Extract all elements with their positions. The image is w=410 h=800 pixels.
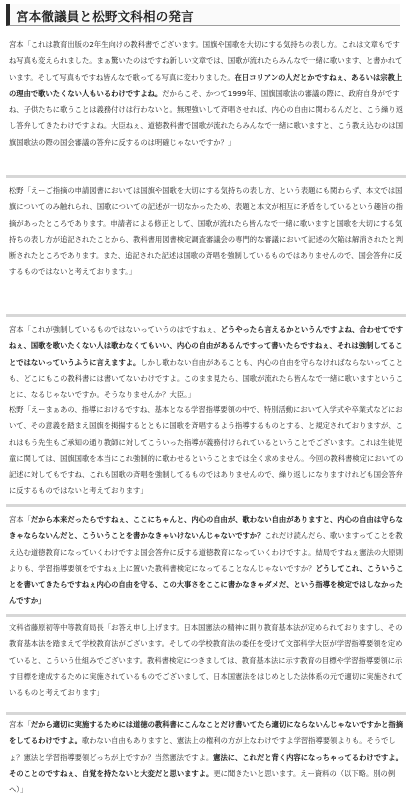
statement-block xyxy=(9,183,405,281)
statement-text: 宮本「 xyxy=(9,720,31,729)
statement-paragraph xyxy=(9,620,405,701)
statement-emphasis: 在日コリアンの人だとかですねぇ、あるいは宗教上の理由で歌いたくない人もいるわけですよね。 xyxy=(9,72,403,98)
statement-emphasis: だから本来だったらですねぇ、ここにちゃんと、内心の自由が、歌わない自由がありますと、内心の自由は守らなきゃならないんだと、こういうことを書かなきゃいけないんじゃないですか？ xyxy=(9,515,403,541)
statement-block xyxy=(9,322,405,403)
statement-block xyxy=(9,512,405,610)
statement-text: 文科省藤原初等中等教育局長「お答え申し上げます。日本国憲法の精神に則り教育基本法が定められておりますし、その教育基本法を踏まえて学校教育法がございます。そしての学校教育法の委任を受けて文部科学大臣が学習指導要領を定めていると、こういう仕組みでございます。教科書検定につきましては、教育基本法に示す教育の目標や学習指導要領に示す目標を達成するために実施されているものでございまして、日本国憲法をはじめとした法体系の元で適切に実施されているものと考えております」 xyxy=(9,623,403,698)
statement-text: 歌わない自由もありますと、憲法上の権利の方が上なわけですよ学習指導要領よりも。そうでしょ？憲法と学習指導要領どっちが上ですか？当然憲法ですよ。 xyxy=(9,736,396,762)
statement-paragraph xyxy=(9,512,405,610)
statement-emphasis: 憲法に、これだと背く内容になっちゃってるわけですよ。そのことのですねぇ、自覚を持たないと大変だと思いますよ。 xyxy=(9,752,403,778)
statement-text: 宮本「 xyxy=(9,515,31,524)
statement-emphasis: だから適切に実施するためには道徳の教科書にこんなことだけ書いてたら適切にならないんじゃないですかと指摘をしてるわけですよ。 xyxy=(9,720,404,746)
statement-paragraph xyxy=(9,717,405,798)
statement-text: しかし歌わない自由があることも、内心の自由を守らなければならないってことも、どこにもこの教科書には書いてないわけですよ。このまま見たら、国歌が流れたら皆んなで一緒に歌いますということに、なるじゃないですか。そうなりませんか？大臣。」 xyxy=(9,357,404,400)
statement-text: 松野「えーまぁあの、指導におけるですね、基本となる学習指導要領の中で、特別活動において入学式や卒業式などにおいて、その意義を踏まえ国旗を掲揚するとともに国歌を斉唱するよう指導するものとする、と規定されておりますが、これはもう先生もご承知の通り教師に対してこういった指導が義務付けられているということでございます。これは生徒児童に関しては、国旗国歌を本当にこれ強制的に歌わせるということまでは全く求めません。今回の教科書検定においての記述に対してもですね、これも国歌の斉唱を強制してるものではありませんので、繰り返しになりますけれども国会答弁に反するものではないと考えております」 xyxy=(9,405,404,496)
statement-text: 更に聞きたいと思います。えー資料の（以下略。別の例へ）」 xyxy=(9,768,396,795)
statement-emphasis: どうやったら言えるかというんですよね、合わせてですねぇ、国歌を歌いたくない人は歌わなくてもいい、内心の自由があるんですって書いたらですねぇ、それは強制してることではないっていうふうに言えますよ。 xyxy=(9,325,404,367)
statement-paragraph xyxy=(9,37,405,151)
statement-text: 宮本「これが強制しているものではないっていうのはですねぇ、 xyxy=(9,325,221,334)
statement-text: 松野「えーご指摘の申請図書においては国旗や国歌を大切にする気持ちの表し方、という表題にも関わらず、本文では国旗についてのみ触れられ、国歌についての記述が一切なかったため、表題と本文が相互に矛盾をしているという趣旨の指摘があったところであります。申請者による修正として、国歌が流れたら皆んなで一緒に歌いますと国歌を大切にする気持ちの表し方が追記されたことから、教科書用図書検定調査審議会の専門的な審議において記述の欠陥は解消されたと判断されたところであります。また、追記された記述は国歌の斉唱を強制しているものではありませんので、国会答弁に反するものではないと考えております。」 xyxy=(9,186,404,277)
divider xyxy=(6,614,406,617)
section-heading xyxy=(6,4,400,26)
divider xyxy=(6,712,406,715)
statement-paragraph xyxy=(9,322,405,403)
statement-paragraph xyxy=(9,183,405,281)
page-title: 宮本徹議員と松野文科相の発言 xyxy=(16,9,194,24)
statement-emphasis: どうしてこれ、こういうことを書いてきたらですねぇ内心の自由を守る、この大事さをここに書かなきゃダメだ、という指導を検定ではしなかったんですか」 xyxy=(9,563,404,606)
statement-text: だからこそ、かつて1999年、国旗国歌法の審議の際に、政府自身がですね、子供たちに歌うことは義務付けは行わないと。無理強いして斉唱させれば、内心の自由に関わるんだと、こう繰り返し答弁してきたわけですよね。大臣ねぇ、道徳教科書で国歌が流れたらみんなで一緒に歌いますと、こう教え込むのは国旗国歌法の際の国会審議の答弁に反するのは明確じゃないですか？」 xyxy=(9,88,404,147)
statement-block xyxy=(9,620,405,701)
statement-block xyxy=(9,402,405,500)
statement-block xyxy=(9,717,405,798)
divider xyxy=(6,504,406,507)
statement-paragraph xyxy=(9,402,405,500)
statement-block xyxy=(9,37,405,151)
statement-text: 宮本「これは教育出版の2年生向けの教科書でございます。国旗や国歌を大切にする気持ちの表し方。これは文章もですね写真も変えられました。まぁ驚いたのはですね新しい文章では、国歌が流れたらみんなで一緒に歌います、と書かれています。そして写真もですね皆んなで歌ってる写真に変わりました。 xyxy=(9,40,403,82)
divider xyxy=(6,314,406,317)
divider xyxy=(6,175,406,178)
statement-text: これだけ読んだら、歌いますってことを教え込む道徳教育になっていくわけですよ国会答弁に反する道徳教育になっていくわけですよ。結局ですねぇ憲法の大原則よりも、学習指導要領をですねぇ上に置いた教科書検定になってることなんじゃないですか？ xyxy=(9,531,404,573)
